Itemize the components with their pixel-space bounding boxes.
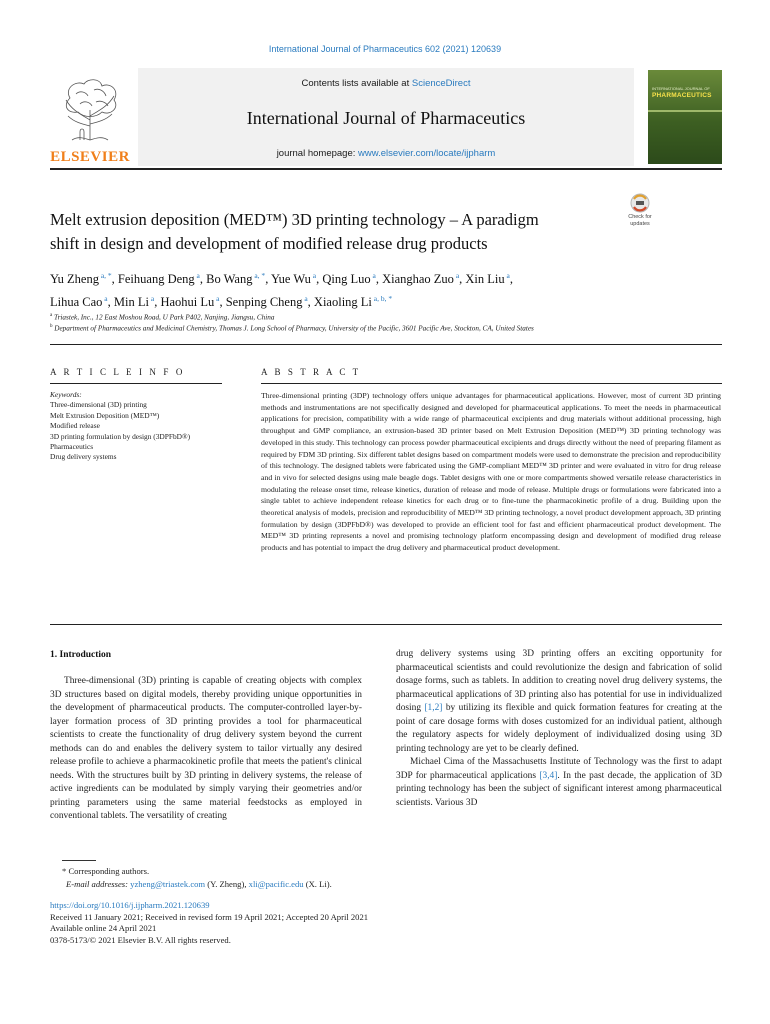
author-name[interactable]: Min Li [113,295,149,310]
author-affiliation-mark[interactable]: a, * [252,271,266,280]
check-updates-icon [620,192,660,214]
author-affiliation-mark[interactable]: a [453,271,460,280]
author-affiliation-mark[interactable]: a, b, * [371,294,393,304]
author-name[interactable]: Lihua Cao [50,295,103,310]
keyword-item: Pharmaceutics [50,442,94,452]
sciencedirect-link[interactable]: ScienceDirect [411,78,471,89]
keyword-item: Three-dimensional (3D) printing [50,400,147,410]
section-divider [50,344,722,345]
copyright-line: 0378-5173/© 2021 Elsevier B.V. All rights reserved. [50,934,231,945]
cover-journal-title: PHARMACEUTICS [652,92,712,99]
author-list: Yu Zheng $^{a, *}$, Feihuang Deng $^a$, Bo Wang $^{a, *}$, Yue Wu $^a$, Qing Luo $^a$, Xianghao Zuo $^a$, Xin Liu $^a$, Lihua Cao $^a$, Min Li $^a$, Haohui Lu $^a$, Senping Cheng $^a$, Xiaoling Li $^{a, b, *}$ [50,271,513,310]
article-info-rule [50,383,222,384]
email-link-zheng[interactable]: yzheng@triastek.com [130,879,206,889]
check-updates-label: Check for updates [628,214,652,227]
journal-cover-thumbnail [648,70,722,164]
right-column-text [396,648,722,811]
available-online: Available online 24 April 2021 [50,923,157,933]
email-footnote: E-mail addresses: yzheng@triastek.com (Y. Zheng), xli@pacific.edu (X. Li). [66,879,332,889]
affiliation-a: $^a$ Triastek, Inc., 12 East Moshou Road, U Park P402, Nanjing, Jiangsu, China [50,313,275,322]
journal-name: International Journal of Pharmaceutics [246,108,526,128]
keyword-item: Modified release [50,421,100,431]
cover-stripe [648,110,722,112]
author-affiliation-mark[interactable]: a [310,271,317,280]
email-link-li[interactable]: xli@pacific.edu [248,879,304,889]
article-title-line-2: shift in design and development of modified release drug products [50,234,488,253]
email-label: E-mail addresses: [66,879,131,889]
received-dates: Received 11 January 2021; Received in revised form 19 April 2021; Accepted 20 April 2021 [50,911,369,922]
author-name[interactable]: Feihuang Deng [117,272,195,287]
contents-prefix: Contents lists available at [301,78,412,89]
abstract-bottom-rule [50,624,722,625]
author-name[interactable]: Yue Wu [270,272,311,287]
keywords-label: Keywords: [50,390,82,399]
author-affiliation-mark[interactable]: a, * [98,271,112,280]
author-name[interactable]: Yu Zheng [50,272,99,287]
journal-citation[interactable]: International Journal of Pharmaceutics 602 (2021) 120639 [268,44,502,54]
author-affiliation-mark[interactable]: a [504,271,510,280]
reference-link[interactable]: [3,4] [539,770,558,781]
keywords-block [50,390,230,463]
doi-link[interactable]: https://doi.org/10.1016/j.ijpharm.2021.120639 [50,900,210,910]
intro-paragraph-1: Three-dimensional (3D) printing is capable of creating objects with complex 3D structures based on digital models, thereby providing unique opportunities in the development of pharmaceutical products. The computer-controlled layer-by-layer formation process of 3D printing provides a tool for pharmaceutical scientists to create the functionality of drug delivery system beyond the current methods can do and enables the delivery system to tailor virtually any desired release profile to achieve a pharmacokinetic profile that meets the patient's clinical needs. With the structures built by 3D printing in delivery systems, the release of active ingredients can be modulated by simply varying their geometries and/or printing parameters using the same material feedstocks as employed in conventional tablets. The versatility of creating [50,676,362,822]
author-name[interactable]: Haohui Lu [160,295,215,310]
author-affiliation-mark[interactable]: a [148,294,155,304]
journal-homepage-line [138,148,634,159]
author-affiliation-mark[interactable]: a [194,271,200,280]
author-name[interactable]: Xin Liu [465,272,505,287]
keyword-item: Drug delivery systems [50,452,117,462]
homepage-prefix: journal homepage: [276,148,359,159]
check-for-updates-badge[interactable] [620,192,660,234]
author-affiliation-mark[interactable]: a [302,294,308,304]
intro-paragraph-cima: Michael Cima of the Massachusetts Institute of Technology was the first to adapt 3DP for pharmaceutical applications [3,4]. In the past decade, the application of 3D printing technology has been the subject of significant interest among pharmaceutical scientists. Various 3D [396,757,722,809]
author-name[interactable]: Xianghao Zuo [382,272,454,287]
keyword-item: 3D printing formulation by design (3DPFbD®) [50,431,191,441]
abstract-heading: A B S T R A C T [261,367,361,377]
elsevier-wordmark: ELSEVIER [50,149,130,165]
author-name[interactable]: Qing Luo [322,272,371,287]
header-rule [50,168,722,170]
journal-homepage-link[interactable]: www.elsevier.com/locate/ijpharm [358,148,496,159]
contents-lists-line [138,78,634,89]
footnote-rule [62,860,96,861]
reference-link[interactable]: [1,2] [424,703,443,714]
author-name[interactable]: Xiaoling Li [313,295,372,310]
article-title [50,208,610,256]
article-title-line-1: Melt extrusion deposition (MED™) 3D printing technology – A paradigm [50,210,539,229]
cover-journal-label: INTERNATIONAL JOURNAL OF [652,86,710,91]
keyword-item: Melt Extrusion Deposition (MED™) [50,410,160,420]
affiliation-b: $^b$ Department of Pharmaceutics and Medicinal Chemistry, Thomas J. Long School of Pharmacy, University of the Pacific, 3601 Pacific Ave, Stockton, CA, United States [50,324,534,333]
author-affiliation-mark[interactable]: a [370,271,376,280]
author-affiliation-mark[interactable]: a [102,294,108,304]
introduction-heading: 1. Introduction [50,650,112,660]
author-name[interactable]: Senping Cheng [225,295,303,310]
publication-info [50,900,368,946]
corresponding-footnote: * Corresponding authors. [62,866,150,876]
intro-paragraph-continued: drug delivery systems using 3D printing offers an exciting opportunity for pharmaceutical scientists and could revolutionize the design and fabrication of solid dosage forms, such as tablets. In addition to creating novel drug delivery systems, the pharmaceutical applications of 3D printing also has potential for use in individualized dosing [1,2] by utilizing its flexible and quick formation features for creating at the point of care dosage forms with doses customized for an individual patient, although the regulatory aspects for widely deployment of individualized dosing using 3D printing technology are yet to be clearly defined. [396,649,722,754]
abstract-rule [261,383,722,384]
author-affiliation-mark[interactable]: a [214,294,220,304]
abstract-text: Three-dimensional printing (3DP) technology offers unique advantages for pharmaceutical applications. However, most of current 3D printing methods and instrumentations are not specifically designed and developed for pharmaceutical applications. To meet the needs in pharmaceutical applications for precision, compatibility with a wide range of pharmaceutical excipients and drug materials without additional processing, high throughput and GMP compliance, an extrusion-based 3D printer based on Melt Extrusion Deposition (MED™) 3D printing technology was developed in this study. This technology can process powder pharmaceutical excipients and drugs directly without the need of preparing filament as required by FDM 3D printing. Six different tablet designs based on compartment models were used to demonstrate the precision and reproducibility of this technology. The designed tablets were fabricated using the GMP-compliant MED™ 3D printer and were evaluated in vitro for drug release and in vivo for selected designs using male beagle dogs. Tablet designs with one or more compartments showed versatile release characteristics in modulating the release onset time, release kinetics, duration of release and mode of release. Multiple drugs or formulations were fabricated into a single tablet to achieve independent release kinetics for each drug or to fine-tune the pharmacokinetic profile of a drug. Building upon the theoretical analysis of models, precision and reproducibility of MED™ 3D printing technology, a novel product development approach, 3D printing formulation by design (3DPFbD®) was developed to provide an efficient tool for fast and efficient pharmaceutical product development. The MED™ 3D printing represents a novel and promising technology platform encompassing design and development of modified drug release products and has potential to impact the drug delivery and pharmaceutical product development. [261,391,721,553]
left-column-text [50,675,362,824]
article-info-heading: A R T I C L E I N F O [50,367,185,377]
author-name[interactable]: Bo Wang [206,272,253,287]
